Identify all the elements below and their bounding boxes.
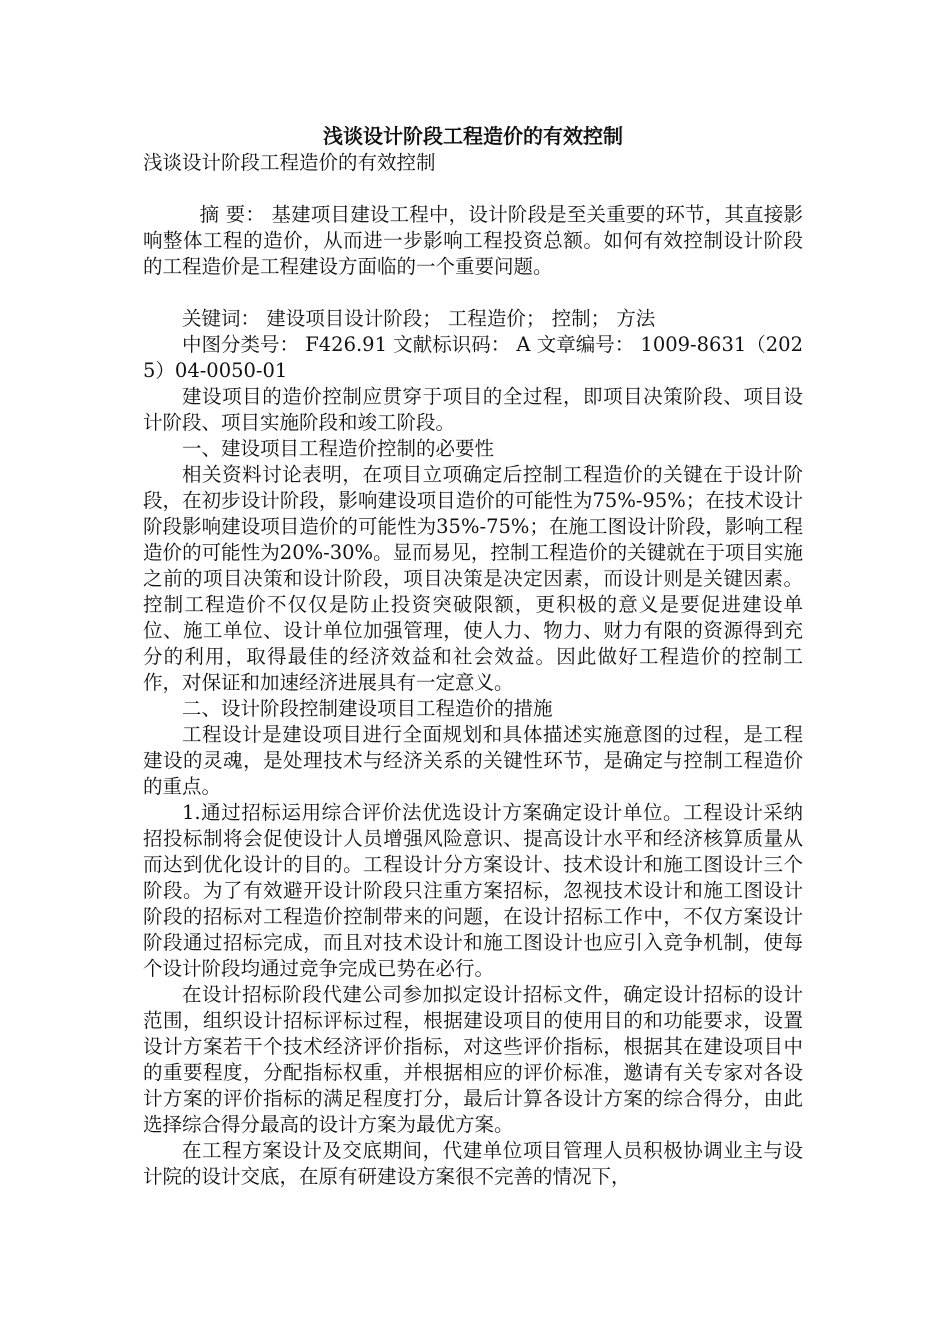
section-2-paragraph-1: 工程设计是建设项目进行全面规划和具体描述实施意图的过程，是工程建设的灵魂，是处理技术与经济关系的关键性环节，是确定与控制工程造价的重点。 xyxy=(143,723,803,798)
section-2-paragraph-3: 在设计招标阶段代建公司参加拟定设计招标文件，确定设计招标的设计范围，组织设计招标评标过程，根据建设项目的使用目的和功能要求，设置设计方案若干个技术经济评价指标，对这些评价指标，根据其在建设项目中的重要程度，分配指标权重，并根据相应的评价标准，邀请有关专家对各设计方案的评价指标的满足程度打分，最后计算各设计方案的综合得分，由此选择综合得分最高的设计方案为最优方案。 xyxy=(143,983,803,1136)
section-2-paragraph-2: 1.通过招标运用综合评价法优选设计方案确定设计单位。工程设计采纳招投标制将会促使设计人员增强风险意识、提高设计水平和经济核算质量从而达到优化设计的目的。工程设计分方案设计、技术设计和施工图设计三个阶段。为了有效避开设计阶段只注重方案招标，忽视技术设计和施工图设计阶段的招标对工程造价控制带来的问题，在设计招标工作中，不仅方案设计阶段通过招标完成，而且对技术设计和施工图设计也应引入竞争机制，使每个设计阶段均通过竞争完成已势在必行。 xyxy=(143,801,803,980)
section-1-heading: 一、建设项目工程造价控制的必要性 xyxy=(182,437,495,460)
section-2-paragraph-4: 在工程方案设计及交底期间，代建单位项目管理人员积极协调业主与设计院的设计交底，在原有研建设方案很不完善的情况下， xyxy=(143,1139,803,1188)
document-subtitle: 浅谈设计阶段工程造价的有效控制 xyxy=(143,151,436,174)
section-2-heading: 二、设计阶段控制建设项目工程造价的措施 xyxy=(182,697,553,720)
keywords-line: 关键词： 建设项目设计阶段； 工程造价； 控制； 方法 xyxy=(182,307,656,330)
document-title: 浅谈设计阶段工程造价的有效控制 xyxy=(323,124,623,148)
abstract-paragraph: 摘 要： 基建项目建设工程中，设计阶段是至关重要的环节，其直接影响整体工程的造价，从而进一步影响工程投资总额。如何有效控制设计阶段的工程造价是工程建设方面临的一个重要问题。 xyxy=(143,203,803,278)
intro-paragraph: 建设项目的造价控制应贯穿于项目的全过程，即项目决策阶段、项目设计阶段、项目实施阶段和竣工阶段。 xyxy=(143,385,803,434)
document-body xyxy=(143,122,803,1190)
section-1-paragraph-1: 相关资料讨论表明，在项目立项确定后控制工程造价的关键在于设计阶段，在初步设计阶段，影响建设项目造价的可能性为75%-95%；在技术设计阶段影响建设项目造价的可能性为35%-75%；在施工图设计阶段，影响工程造价的可能性为20%-30%。显而易见，控制工程造价的关键就在于项目实施之前的项目决策和设计阶段，项目决策是决定因素，而设计则是关键因素。控制工程造价不仅仅是防止投资突破限额，更积极的意义是要促进建设单位、施工单位、设计单位加强管理，使人力、物力、财力有限的资源得到充分的利用，取得最佳的经济效益和社会效益。因此做好工程造价的控制工作，对保证和加速经济进展具有一定意义。 xyxy=(143,463,803,694)
classification-line: 中图分类号： F426.91 文献标识码： A 文章编号： 1009-8631（2025）04-0050-01 xyxy=(143,333,803,382)
